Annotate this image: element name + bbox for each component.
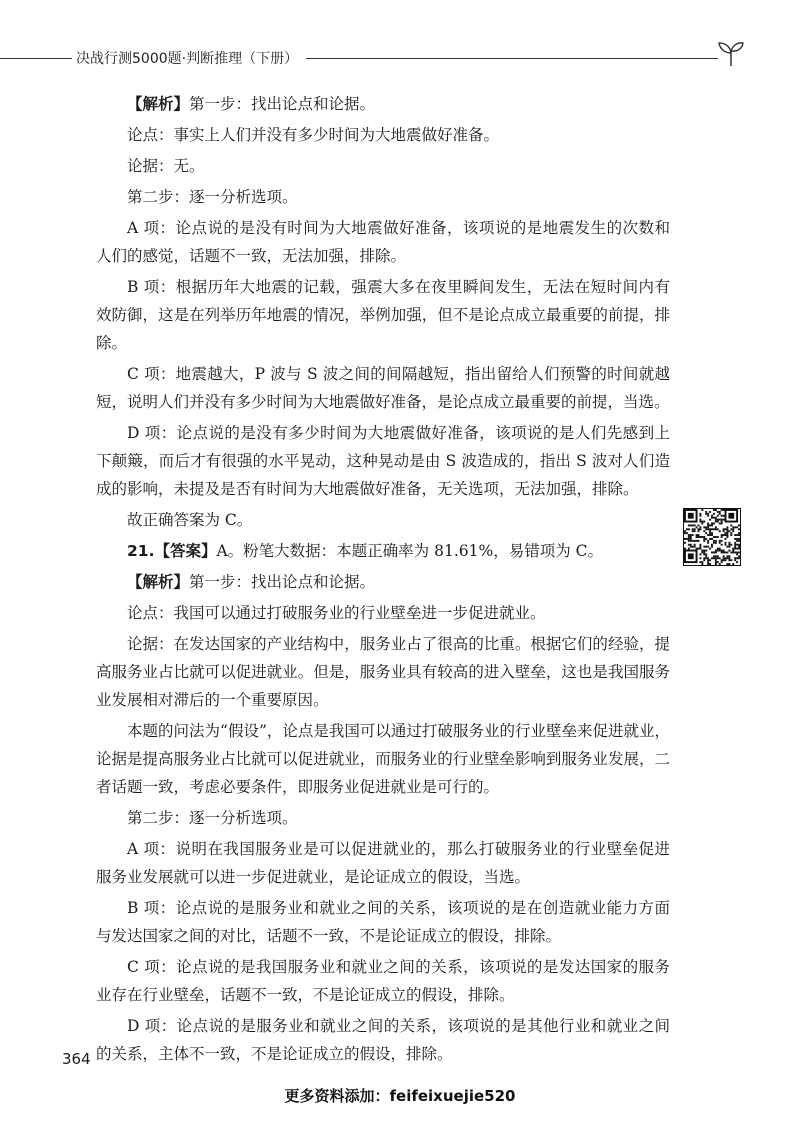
- paragraph-text: 第二步：逐一分析选项。: [127, 809, 298, 827]
- header-rule-left: [0, 58, 72, 59]
- paragraph-text: 论点：我国可以通过打破服务业的行业壁垒进一步促进就业。: [127, 604, 546, 622]
- paragraph-text: C 项：地震越大，P 波与 S 波之间的间隔越短，指出留给人们预警的时间就越短，说明人们并没有多少时间为大地震做好准备，是论点成立最重要的前提，当选。: [96, 365, 670, 411]
- section-tag: 【解析】: [127, 573, 190, 591]
- paragraph: [96, 506, 670, 534]
- paragraph-text: B 项：根据历年大地震的记载，强震大多在夜里瞬间发生，无法在短时间内有效防御，这是在列举历年地震的情况，举例加强，但不是论点成立最重要的前提，排除。: [96, 278, 670, 352]
- sprout-icon: [716, 38, 746, 68]
- paragraph-text: A。粉笔大数据：本题正确率为 81.61%，易错项为 C。: [216, 542, 603, 560]
- paragraph: [96, 90, 670, 118]
- paragraph: [96, 152, 670, 180]
- paragraph: [96, 214, 670, 270]
- paragraph: [96, 599, 670, 627]
- paragraph: [96, 894, 670, 950]
- qr-code-icon: [683, 508, 741, 566]
- paragraph-text: 论点：事实上人们并没有多少时间为大地震做好准备。: [127, 126, 500, 144]
- paragraph-text: 本题的问法为“假设”，论点是我国可以通过打破服务业的行业壁垒来促进就业，论据是提高服务业占比就可以促进就业，而服务业的行业壁垒影响到服务业发展，二者话题一致，考虑必要条件，即服务业促进就业是可行的。: [96, 722, 670, 796]
- paragraph: [96, 121, 670, 149]
- section-tag: 【解析】: [127, 95, 190, 113]
- paragraph: [96, 630, 670, 714]
- paragraph: [96, 835, 670, 891]
- paragraph: [96, 360, 670, 416]
- paragraph-text: A 项：说明在我国服务业是可以促进就业的，那么打破服务业的行业壁垒促进服务业发展就可以进一步促进就业，是论证成立的假设，当选。: [96, 840, 670, 886]
- paragraph-text: C 项：论点说的是我国服务业和就业之间的关系，该项说的是发达国家的服务业存在行业壁垒，话题不一致，不是论证成立的假设，排除。: [96, 958, 670, 1004]
- page-header: [0, 38, 800, 78]
- paragraph: [96, 419, 670, 503]
- paragraph: [96, 717, 670, 801]
- footer-contact-note: 更多资料添加：feifeixuejie520: [284, 1087, 516, 1105]
- paragraph-text: 第二步：逐一分析选项。: [127, 188, 298, 206]
- paragraph-text: 故正确答案为 C。: [127, 511, 253, 529]
- paragraph-text: B 项：论点说的是服务业和就业之间的关系，该项说的是在创造就业能力方面与发达国家之间的对比，话题不一致，不是论证成立的假设，排除。: [96, 899, 670, 945]
- paragraph-text: 论据：无。: [127, 157, 205, 175]
- header-rule-right: [306, 58, 718, 59]
- paragraph: [96, 183, 670, 211]
- paragraph-text: D 项：论点说的是没有多少时间为大地震做好准备，该项说的是人们先感到上下颠簸，而后才有很强的水平晃动，这种晃动是由 S 波造成的，指出 S 波对人们造成的影响，未提及是否有时间为大地震做好准备，无关选项，无法加强，排除。: [96, 424, 670, 498]
- paragraph: [96, 568, 670, 596]
- paragraph-text: 第一步：找出论点和论据。: [189, 95, 376, 113]
- paragraph-text: A 项：论点说的是没有时间为大地震做好准备，该项说的是地震发生的次数和人们的感觉，话题不一致，无法加强，排除。: [96, 219, 670, 265]
- page-number: 364: [62, 1050, 91, 1068]
- paragraph: [96, 1012, 670, 1068]
- paragraph-text: 论据：在发达国家的产业结构中，服务业占了很高的比重。根据它们的经验，提高服务业占比就可以促进就业。但是，服务业具有较高的进入壁垒，这也是我国服务业发展相对滞后的一个重要原因。: [96, 635, 670, 709]
- book-title: 决战行测5000题·判断推理（下册）: [76, 51, 299, 67]
- paragraph: [96, 273, 670, 357]
- paragraph-text: 第一步：找出论点和论据。: [189, 573, 376, 591]
- paragraph: [96, 537, 670, 565]
- paragraph-text: D 项：论点说的是服务业和就业之间的关系，该项说的是其他行业和就业之间的关系，主体不一致，不是论证成立的假设，排除。: [96, 1017, 670, 1063]
- paragraph: [96, 953, 670, 1009]
- paragraph: [96, 804, 670, 832]
- section-tag: 21.【答案】: [127, 542, 217, 560]
- explanation-body: [96, 90, 670, 1071]
